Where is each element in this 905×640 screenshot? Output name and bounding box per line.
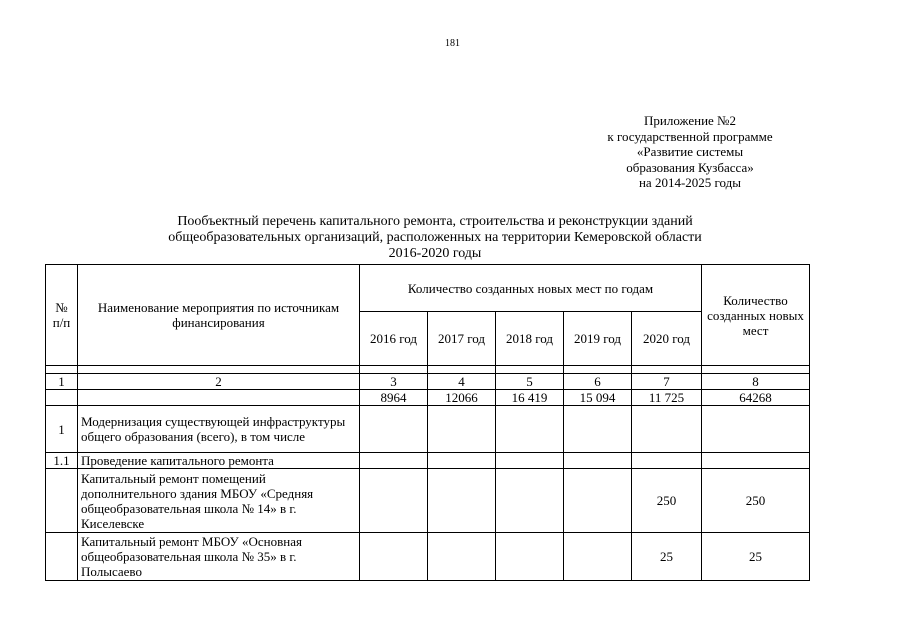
appendix-line: на 2014-2025 годы (638, 175, 742, 190)
appendix-block (560, 113, 820, 191)
row-value (496, 453, 564, 469)
table-row (46, 406, 810, 453)
row-value (360, 533, 428, 581)
total-2020: 11 725 (632, 390, 702, 406)
row-num (46, 533, 78, 581)
appendix-line: Приложение №2 (644, 113, 736, 128)
total-2016: 8964 (360, 390, 428, 406)
header-year: 2019 год (564, 312, 632, 366)
row-value (496, 406, 564, 453)
header-total-places: Количество созданных новых мест (702, 265, 810, 366)
row-value (632, 453, 702, 469)
row-value (632, 406, 702, 453)
header-year: 2018 год (496, 312, 564, 366)
total-2017: 12066 (428, 390, 496, 406)
header-year: 2017 год (428, 312, 496, 366)
row-value (360, 453, 428, 469)
row-value (428, 469, 496, 533)
row-value (496, 469, 564, 533)
row-value (564, 533, 632, 581)
document-title (90, 214, 780, 262)
row-num (46, 469, 78, 533)
row-value (496, 533, 564, 581)
appendix-line: к государственной программе (607, 128, 773, 144)
totals-row (46, 390, 810, 406)
appendix-line: образования Кузбасса» (626, 159, 754, 175)
table-row (46, 533, 810, 581)
row-value (428, 406, 496, 453)
row-value (702, 453, 810, 469)
row-value (564, 469, 632, 533)
header-places-by-year: Количество созданных новых мест по годам (360, 265, 702, 312)
column-number: 7 (632, 374, 702, 390)
header-name: Наименование мероприятия по источникам финансирования (78, 265, 360, 366)
column-number: 3 (360, 374, 428, 390)
row-value: 250 (632, 469, 702, 533)
row-value (360, 406, 428, 453)
row-value (564, 406, 632, 453)
title-line: 2016-2020 годы (388, 246, 482, 261)
row-name: Модернизация существующей инфраструктуры общего образования (всего), в том числе (78, 406, 360, 453)
total-2018: 16 419 (496, 390, 564, 406)
column-number: 1 (46, 374, 78, 390)
page-number: 181 (445, 38, 460, 49)
row-value (428, 453, 496, 469)
column-number: 8 (702, 374, 810, 390)
total-all: 64268 (702, 390, 810, 406)
table-row (46, 453, 810, 469)
row-value (428, 533, 496, 581)
header-year: 2016 год (360, 312, 428, 366)
row-name: Капитальный ремонт помещений дополнительного здания МБОУ «Средняя общеобразовательная школа № 14» в г. Киселевске (78, 469, 360, 533)
row-value: 250 (702, 469, 810, 533)
row-num: 1.1 (46, 453, 78, 469)
row-value (702, 406, 810, 453)
column-number: 4 (428, 374, 496, 390)
row-value (564, 453, 632, 469)
header-num: № п/п (46, 265, 78, 366)
header-year: 2020 год (632, 312, 702, 366)
header-row (46, 265, 810, 312)
row-value: 25 (702, 533, 810, 581)
column-numbers-row (46, 374, 810, 390)
row-name: Проведение капитального ремонта (78, 453, 360, 469)
row-value: 25 (632, 533, 702, 581)
row-name: Капитальный ремонт МБОУ «Основная общеобразовательная школа № 35» в г. Полысаево (78, 533, 360, 581)
row-num: 1 (46, 406, 78, 453)
spacer-row (46, 366, 810, 374)
column-number: 5 (496, 374, 564, 390)
appendix-line: «Развитие системы (636, 144, 744, 159)
table-row (46, 469, 810, 533)
title-line: общеобразовательных организаций, расположенных на территории Кемеровской области (168, 230, 702, 245)
column-number: 6 (564, 374, 632, 390)
total-2019: 15 094 (564, 390, 632, 406)
column-number: 2 (78, 374, 360, 390)
title-line: Пообъектный перечень капитального ремонта, строительства и реконструкции зданий (177, 214, 693, 229)
row-value (360, 469, 428, 533)
construction-table (45, 264, 810, 581)
